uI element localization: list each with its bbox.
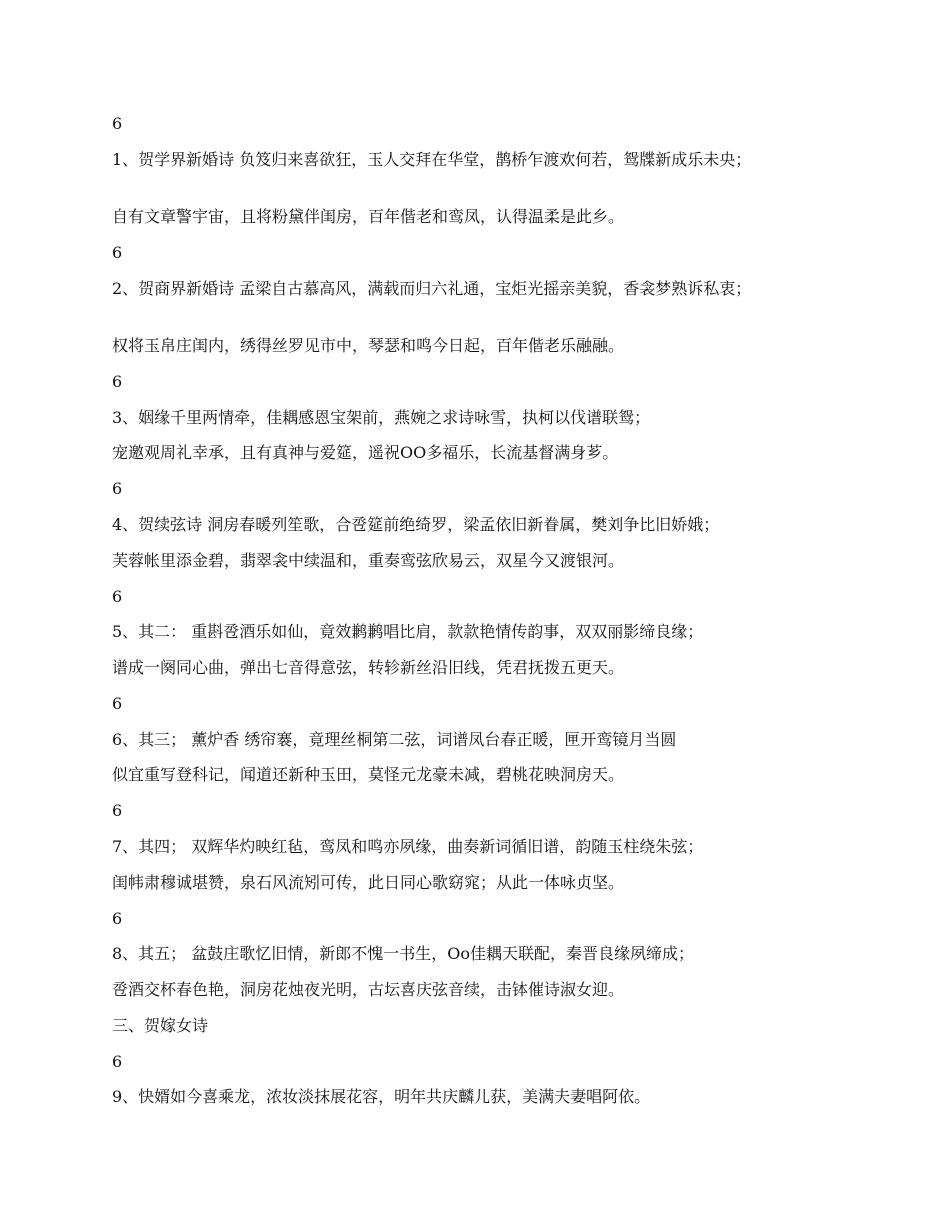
poem-3-line-2: 宠邀观周礼幸承，且有真神与爱筵，遥祝OO多福乐，长流基督满身芗。 [112,443,619,462]
poem-6-line-2: 似宜重写登科记，闻道还新种玉田，莫怪元龙豪未减，碧桃花映洞房天。 [112,765,625,784]
page-number-marker: 6 [112,694,123,713]
poem-8-line-2: 卺酒交杯春色艳，洞房花烛夜光明，古坛喜庆弦音续，击钵催诗淑女迎。 [112,980,625,999]
poem-6-line-1: 6、其三； 薰炉香 绣帘褰，竟理丝桐第二弦，词谱凤台春正暖，匣开鸾镜月当圆 [112,730,677,749]
poem-2-line-2: 权将玉帛庄闺内，绣得丝罗见市中，琴瑟和鸣今日起，百年偕老乐融融。 [112,336,625,355]
poem-5-line-1: 5、其二： 重斟卺酒乐如仙，竟效鹣鹣唱比肩，款款艳情传韵事，双双丽影缔良缘； [112,622,704,641]
poem-2-line-1: 2、贺商界新婚诗 孟梁自古慕高风，满载而归六礼通，宝炬光摇亲美貌，香衾梦熟诉私衷； [112,279,752,298]
poem-1-line-2: 自有文章警宇宙，且将粉黛伴闺房，百年偕老和鸾凤，认得温柔是此乡。 [112,207,625,226]
poem-5-line-2: 谱成一阕同心曲，弹出七音得意弦，转轸新丝沿旧线，凭君抚拨五更天。 [112,658,625,677]
section-heading: 三、贺嫁女诗 [112,1016,209,1035]
page-number-marker: 6 [112,243,123,262]
poem-7-line-1: 7、其四； 双辉华灼映红毡，鸾凤和鸣亦夙缘，曲奏新词循旧谱，韵随玉柱绕朱弦； [112,837,704,856]
page-number-marker: 6 [112,909,123,928]
page-number-marker: 6 [112,114,123,133]
poem-3-line-1: 3、姻缘千里两情牵，佳耦感恩宝架前，燕婉之求诗咏雪，执柯以伐谱联鸳； [112,408,651,427]
page-number-marker: 6 [112,1052,123,1071]
page-number-marker: 6 [112,372,123,391]
poem-7-line-2: 闺帏肃穆诚堪赞，泉石风流矧可传，此日同心歌窈窕；从此一体咏贞坚。 [112,873,625,892]
page-number-marker: 6 [112,801,123,820]
page-number-marker: 6 [112,479,123,498]
page-number-marker: 6 [112,587,123,606]
poem-9-line-1: 9、快婿如今喜乘龙，浓妆淡抹展花容，明年共庆麟儿获，美满夫妻唱阿依。 [112,1087,651,1106]
poem-4-line-1: 4、贺续弦诗 洞房春暖列笙歌，合卺筵前绝绮罗，梁孟依旧新眷属，樊刘争比旧娇娥； [112,515,720,534]
poem-1-line-1: 1、贺学界新婚诗 负笈归来喜欲狂，玉人交拜在华堂，鹊桥乍渡欢何若，鸳牒新成乐未央； [112,150,752,169]
poem-4-line-2: 芙蓉帐里添金碧，翡翠衾中续温和，重奏鸾弦欣易云，双星今又渡银河。 [112,551,625,570]
poem-8-line-1: 8、其五； 盆鼓庄歌忆旧情，新郎不愧一书生，Oo佳耦天联配，秦晋良缘夙缔成； [112,944,695,963]
